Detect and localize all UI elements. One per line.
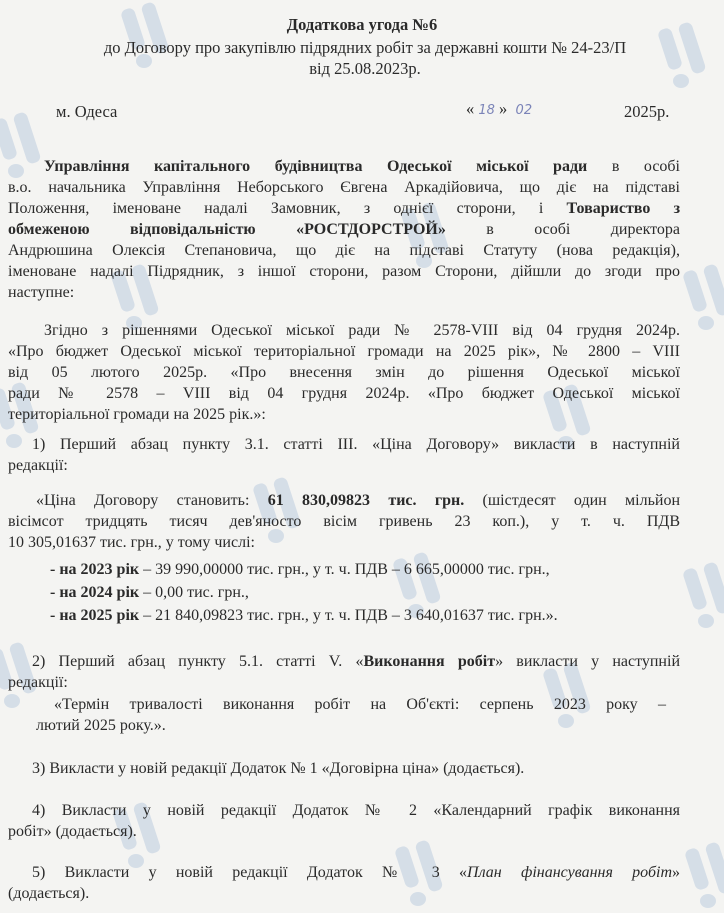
item-1 — [8, 434, 680, 476]
item-2-line — [8, 651, 680, 672]
intro-line: наступне: — [8, 284, 75, 301]
item-2-text: » викласти у наступній — [495, 653, 680, 670]
signing-year: 2025р. — [624, 102, 670, 121]
intro-line: Андрюшина Олексія Степановича, що діє на підставі Статуту (нова редакція), — [8, 242, 680, 259]
customer-name: Управління капітального будівництва Одеської міської ради — [44, 158, 588, 175]
appendix-title: План фінансування робіт — [467, 864, 672, 881]
item-5-text: » — [672, 864, 680, 881]
intro-line — [8, 219, 680, 240]
handwritten-month: 02 — [515, 103, 533, 118]
intro-text: Положення, іменоване надалі Замовник, з однієї сторони, і — [8, 200, 567, 217]
article-title: Виконання робіт — [363, 653, 496, 670]
year-2023-row — [50, 559, 550, 580]
year-2025-row — [50, 605, 558, 626]
year-amount: – 21 840,09823 тис. грн., у т. ч. ПДВ – 3 640,01637 тис. грн.». — [139, 607, 558, 624]
item-5 — [8, 862, 680, 904]
item-5-line — [8, 862, 680, 883]
item-4 — [8, 800, 680, 842]
quote-line: вісімсот тридцять тисяч дев'яносто вісім гривень 23 коп.), у т. ч. ПДВ — [8, 513, 680, 530]
basis-line: «Про бюджет Одеської міської територіальної громади на 2025 рік», № 2800 – VIII — [8, 343, 680, 360]
basis-line: від 05 лютого 2025р. «Про внесення змін до рішення Одеської міської — [8, 364, 680, 381]
item-1-line: 1) Перший абзац пункту 3.1. статті III. «Ціна Договору» викласти в наступній — [32, 436, 680, 453]
document-subtitle — [45, 37, 685, 79]
city: м. Одеса — [56, 102, 118, 121]
intro-line: іменоване надалі Підрядник, з іншої сторони, разом Сторони, дійшли до згоди про — [8, 263, 680, 280]
item-5-line: (додається). — [8, 885, 90, 902]
year-label: - на 2025 рік — [50, 607, 140, 624]
date-open-quote: « — [466, 99, 475, 118]
intro-text: в особі — [587, 158, 681, 175]
document-title: Додаткова угода №6 — [286, 15, 438, 34]
item-4-line: робіт» (додається). — [8, 823, 137, 840]
signing-date — [466, 98, 532, 121]
basis-paragraph — [8, 320, 680, 425]
item-2-text: 2) Перший абзац пункту 5.1. статті V. « — [32, 653, 364, 670]
year-amount: – 0,00 тис. грн., — [139, 584, 249, 601]
intro-line — [8, 156, 680, 177]
item-2-quote-end: лютий 2025 року.». — [36, 717, 166, 734]
basis-line: територіальної громади на 2025 рік.»: — [8, 406, 266, 423]
item-1-quote — [36, 490, 680, 511]
subtitle-date: від 25.08.2023р. — [309, 59, 421, 78]
contractor-name: обмеженою відповідальністю «РОСТДОРСТРОЙ» — [8, 221, 446, 238]
intro-line: в.о. начальника Управління Неборського Євгена Аркадійовича, що діє на підставі — [8, 179, 680, 196]
quote-line — [36, 490, 680, 511]
item-2-quote — [54, 694, 666, 715]
year-amount: – 39 990,00000 тис. грн., у т. ч. ПДВ – 6 665,00000 тис. грн., — [139, 561, 550, 578]
contract-price: 61 830,09823 тис. грн. — [267, 492, 465, 509]
basis-line: Згідно з рішеннями Одеської міської ради № 2578-VIII від 04 грудня 2024р. — [44, 322, 680, 339]
intro-line — [8, 198, 680, 219]
intro-paragraph — [8, 156, 680, 303]
subtitle-contract: до Договору про закупівлю підрядних робіт за державні кошти № 24-23/П — [103, 38, 627, 57]
year-label: - на 2024 рік — [50, 584, 140, 601]
quote-line: 10 305,01637 тис. грн., у тому числі: — [8, 534, 255, 551]
quote-text: (шістдесят один мільйон — [464, 492, 681, 509]
contractor-name: Товариство з — [566, 200, 680, 217]
quote-text: «Ціна Договору становить: — [36, 492, 268, 509]
item-1-quote-cont — [8, 511, 680, 553]
date-close-quote: » — [499, 99, 508, 118]
basis-line: ради № 2578 – VIII від 04 грудня 2024р. «Про бюджет Одеської міської — [8, 385, 680, 402]
quote-line: «Термін тривалості виконання робіт на Об'єкті: серпень 2023 року – — [54, 696, 666, 713]
intro-text: в особі директора — [445, 221, 681, 238]
item-5-text: 5) Викласти у новій редакції Додаток № 3 « — [32, 864, 468, 881]
item-4-line: 4) Викласти у новій редакції Додаток № 2 «Календарний графік виконання — [32, 802, 680, 819]
item-1-line: редакції: — [8, 457, 68, 474]
year-2024-row — [50, 582, 249, 603]
year-label: - на 2023 рік — [50, 561, 140, 578]
item-2 — [8, 651, 680, 693]
handwritten-day: 18 — [478, 103, 495, 118]
item-2-line: редакції: — [8, 674, 68, 691]
item-3: 3) Викласти у новій редакції Додаток № 1 «Договірна ціна» (додається). — [32, 760, 525, 777]
